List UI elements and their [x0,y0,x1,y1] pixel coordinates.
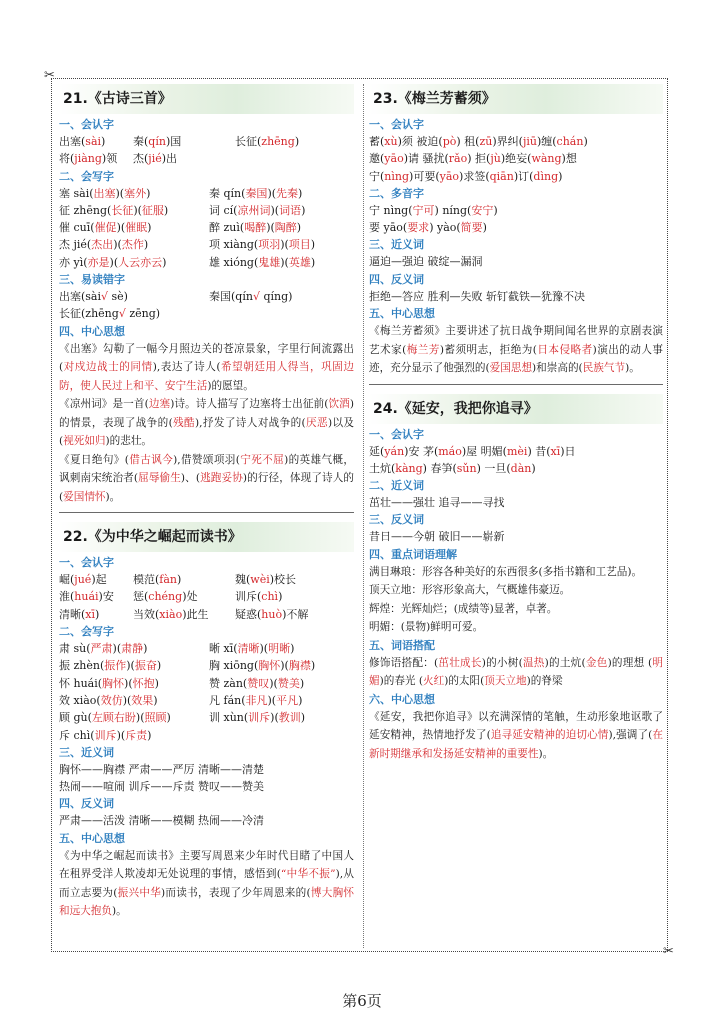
char-item: 惩(chéng)处 [133,590,198,604]
write-item: 词 cí(凉州词)(词语) [209,203,306,217]
write-item: 胸 xiōng(胸怀)(胸襟) [209,659,316,673]
text-run: ),强调了( [608,729,653,742]
subheading: 五、中心思想 [59,831,125,845]
char-item: 疑惑(huò)不解 [235,607,309,621]
text-run: ),从而立志要为( [59,868,354,899]
text-run: )的情景，表现了战争的( [59,398,354,429]
antonym-line: 拒绝—答应 胜利—失败 斩钉截铁—犹豫不决 [369,289,585,303]
write-item: 肃 sù(严肃)(肃静) [59,642,148,656]
answer-highlight: 视死如归 [63,435,106,448]
write-item: 催 cuī(催促)(催眠) [59,221,152,235]
write-chars [59,640,354,744]
write-item: 训 xùn(训斥)(教训) [209,711,306,725]
answer-highlight: 爱国思想 [489,362,533,375]
char-item: 长征(zhēng) [235,135,300,148]
subheading: 三、反义词 [369,513,424,527]
char-row: 土炕(kàng) 春笋(sǔn) 一旦(dàn) [369,461,536,475]
answer-highlight: 追寻延安精神的迫切心情 [490,729,609,742]
char-row [59,133,354,150]
section-title: 21.《古诗三首》 [59,84,354,114]
write-item: 秦 qín(秦国)(先秦) [209,186,303,200]
term-definition: 辉煌：光辉灿烂；(成绩等)显著，卓著。 [369,602,558,615]
subheading: 四、反义词 [369,272,424,286]
answer-highlight: 顶天立地 [484,675,527,688]
char-row [59,571,354,588]
answer-highlight: 博大胸怀和远大抱负 [59,886,354,918]
answer-highlight: 希望朝廷用人得当，巩固边防，使人民过上和平、安宁生活 [59,361,354,392]
text-run: )以及( [59,416,354,448]
char-item: 秦(qín)国 [133,135,182,148]
answer-highlight: 厌恶 [305,416,328,429]
write-row [59,640,354,657]
subheading: 六、中心思想 [369,692,435,706]
answer-highlight: 饮酒 [328,398,350,411]
write-row [59,692,354,709]
misread-row [59,288,354,305]
answer-highlight: 梅兰芳 [406,343,440,356]
text-run: )演出的动人事迹，充分显示了他强烈的( [369,343,663,375]
write-item: 项 xiàng(项羽)(项目) [209,238,316,252]
term-definition: 明媚：(景物)鲜明可爱。 [369,621,484,634]
text-run: )蓄须明志，拒绝为( [439,343,537,356]
misread-chars [59,288,354,323]
misread-item [209,305,353,322]
subheading: 二、近义词 [369,479,424,493]
write-item: 塞 sài(出塞)(塞外) [59,186,151,200]
misread-row [59,305,354,322]
answer-highlight: 借古讽今 [128,453,174,466]
subheading: 一、会认字 [59,118,114,131]
check-icon: √ [118,307,126,321]
answer-highlight: 明媚 [369,656,663,688]
char-item: 当效(xiào)此生 [133,607,209,621]
text-run: 《为中华之崛起而读书》主要写周恩来少年时代目睹了中国人在租界受洋人欺凌却无处说理的事情，感悟到( [59,849,354,881]
write-item: 顾 gù(左顾右盼)(照顾) [59,711,171,725]
subheading: 四、中心思想 [59,324,125,338]
subheading: 四、重点词语理解 [369,547,457,561]
char-item: 训斥(chì) [235,590,283,604]
text-run: )而读书，表现了少年周恩来的( [161,886,311,899]
char-row: 宁(nìng)可要(yāo)求签(qiān)订(dìng) [369,169,563,183]
synonym-line: 胸怀——胸襟 严肃——严厉 清晰——清楚 [59,762,264,776]
text-run: )的土炕( [544,656,586,669]
section-title: 22.《为中华之崛起而读书》 [59,522,354,552]
recognize-chars [59,133,354,168]
main-idea-paragraph [59,340,354,396]
section-22 [59,522,354,921]
answer-highlight: 在新时期继承和发扬延安精神的重要性 [369,729,663,760]
subheading: 一、会认字 [369,427,424,441]
section-title: 23.《梅兰芳蓄须》 [369,84,663,114]
text-run: )。 [105,490,121,503]
subheading: 二、多音字 [369,186,424,200]
main-idea-paragraph [59,847,354,921]
text-run: 《梅兰芳蓄须》主要讲述了抗日战争期间闻名世界的京剧表演艺术家( [369,325,663,356]
term-definition: 满目琳琅：形容各种美好的东西很多(多指书籍和工艺品)。 [369,565,643,578]
section-divider [369,384,663,385]
antonym-line: 昔日——今朝 破旧——崭新 [369,530,505,544]
column-divider [363,84,364,948]
answer-highlight: 民族气节 [582,362,626,375]
answer-highlight: 对戍边战士的同情 [63,361,153,374]
char-item: 将(jiàng)领 [59,152,118,166]
write-row [59,709,354,726]
subheading: 五、词语搭配 [369,638,435,652]
section-divider [59,512,354,513]
write-item: 效 xiào(效仿)(效果) [59,693,158,707]
text-run: )。 [111,905,127,918]
section-23 [369,84,663,378]
write-item: 赞 zàn(赞叹)(赞美) [209,676,305,690]
text-run: )。 [538,747,554,760]
write-item: 亦 yì(亦是)(人云亦云) [59,255,167,269]
synonym-line: 热闹——喧闹 训斥——斥责 赞叹——赞美 [59,780,264,794]
write-item: 雄 xióng(鬼雄)(英雄) [209,255,316,269]
char-item [235,150,353,167]
polyphone-row: 宁 nìng(宁可) níng(安宁) [369,203,498,217]
text-run: )的小树( [481,656,523,669]
char-item: 杰(jié)出 [133,152,178,166]
left-column [59,84,354,944]
char-row [59,588,354,605]
misread-item: 长征(zhēng√ zēng) [59,307,161,321]
answer-highlight: “中华不振” [280,868,336,881]
write-row [59,675,354,692]
answer-highlight: 逃跑妥协 [200,472,243,485]
subheading: 三、近义词 [369,238,424,252]
subheading: 四、反义词 [59,797,114,811]
write-item: 杰 jié(杰出)(杰作) [59,238,149,252]
write-row [59,727,354,744]
text-run: 《凉州词》是一首( [59,398,149,411]
subheading: 五、中心思想 [369,307,435,321]
char-row: 延(yán)安 茅(máo)屋 明媚(mèi) 昔(xī)日 [369,444,576,458]
text-run: )的英雄气概，讽刺南宋统治者( [59,453,354,485]
page-number: 第6页 [342,992,382,1010]
synonym-line: 逼迫—强迫 破绽—漏洞 [369,255,483,269]
subheading: 一、会认字 [59,556,114,570]
answer-highlight: 茁壮成长 [438,656,482,669]
text-run: )和崇高的( [532,362,583,375]
term-definition: 顶天立地：形容形象高大，气概雄伟豪迈。 [369,584,571,597]
text-run: )的太阳( [444,675,485,688]
write-row [59,202,354,219]
misread-item: 秦国(qín√ qíng) [209,290,293,304]
antonym-line: 严肃——活泼 清晰——模糊 热闹——冷清 [59,814,264,828]
answer-highlight: 日本侵略者 [536,343,593,356]
char-item: 模范(fàn) [133,573,182,587]
text-run: 《延安，我把你追寻》以充满深情的笔触，生动形象地讴歌了延安精神，热情地抒发了( [369,710,663,742]
answer-highlight: 爱国情怀 [63,490,106,503]
write-item: 怀 huái(胸怀)(怀抱) [59,676,159,690]
text-run: 《出塞》勾勒了一幅今月照边关的苍凉景象，字里行间流露出( [59,342,354,374]
write-item: 征 zhēng(长征)(征服) [59,203,169,217]
write-item: 振 zhèn(振作)(振奋) [59,659,162,673]
char-item: 魏(wèi)校长 [235,573,297,587]
answer-highlight: 温热 [522,656,545,669]
char-item: 淮(huái)安 [59,590,114,604]
text-run: )的愿望。 [207,379,254,392]
text-run: )诗。诗人描写了边塞将士出征前( [170,398,329,411]
scissors-icon: ✂ [44,68,55,83]
answer-highlight: 屈辱偷生 [138,472,181,485]
text-run: )的行径，体现了诗人的( [59,472,354,503]
answer-highlight: 残酷 [172,416,196,429]
main-idea-paragraph [369,708,663,764]
section-title: 24.《延安，我把你追寻》 [369,394,663,424]
write-item: 醉 zuì(喝醉)(陶醉) [209,221,302,235]
write-chars [59,185,354,271]
subheading: 二、会写字 [59,169,114,183]
collocation-paragraph [369,654,663,691]
scissors-icon: ✂ [663,944,674,959]
char-item: 出塞(sài) [59,135,106,148]
misread-item: 出塞(sài√ sè) [59,290,128,304]
write-row [59,236,354,253]
text-run: ),借赞颂项羽( [173,453,240,466]
right-column [369,84,663,948]
char-row [59,150,354,167]
subheading: 二、会写字 [59,625,114,639]
char-item: 清晰(xī) [59,607,100,621]
text-run: ),表达了诗人( [152,361,221,374]
write-row [59,185,354,202]
main-idea-paragraph [369,322,663,378]
subheading: 一、会认字 [369,118,424,131]
char-row: 邀(yāo)请 骚扰(rǎo) 拒(jù)绝妄(wàng)想 [369,152,577,166]
synonym-line: 茁壮——强壮 追寻——寻找 [369,496,505,510]
section-24 [369,394,663,764]
section-21 [59,84,354,506]
write-row [59,657,354,674]
main-idea-paragraph [59,451,354,507]
char-item: 崛(jué)起 [59,573,107,587]
answer-highlight: 火红 [423,675,445,688]
text-run: )的脊梁 [526,675,563,688]
answer-highlight: 振兴中华 [117,886,162,899]
text-run: 修饰语搭配：( [369,656,439,669]
check-icon: √ [101,290,109,304]
subheading: 三、近义词 [59,745,114,759]
text-run: )。 [625,362,640,375]
char-row [59,606,354,623]
answer-highlight: 金色 [585,656,608,669]
text-run: )、( [180,472,200,485]
write-item: 晰 xī(清晰)(明晰) [209,642,295,656]
write-row [59,254,354,271]
main-idea-paragraph [59,395,354,451]
polyphone-row: 要 yāo(要求) yào(简要) [369,221,487,235]
write-item [209,727,353,744]
char-row: 蓄(xù)须 被迫(pò) 租(zū)界纠(jiū)缠(chán) [369,135,588,148]
subheading: 三、易读错字 [59,273,125,287]
text-run: )的悲壮。 [105,435,153,448]
write-item: 凡 fán(非凡)(平凡) [209,693,303,707]
text-run: )的理想 ( [607,656,653,669]
write-row [59,219,354,236]
text-run: )的春光 ( [379,675,424,688]
text-run: 《夏日绝句》( [59,453,129,466]
check-icon: √ [252,290,260,304]
recognize-chars [59,571,354,623]
text-run: ),抒发了诗人对战争的( [195,416,306,429]
answer-highlight: 边塞 [148,398,171,411]
answer-highlight: 宁死不屈 [239,453,285,466]
write-item: 斥 chì(训斥)(斥责) [59,728,152,742]
